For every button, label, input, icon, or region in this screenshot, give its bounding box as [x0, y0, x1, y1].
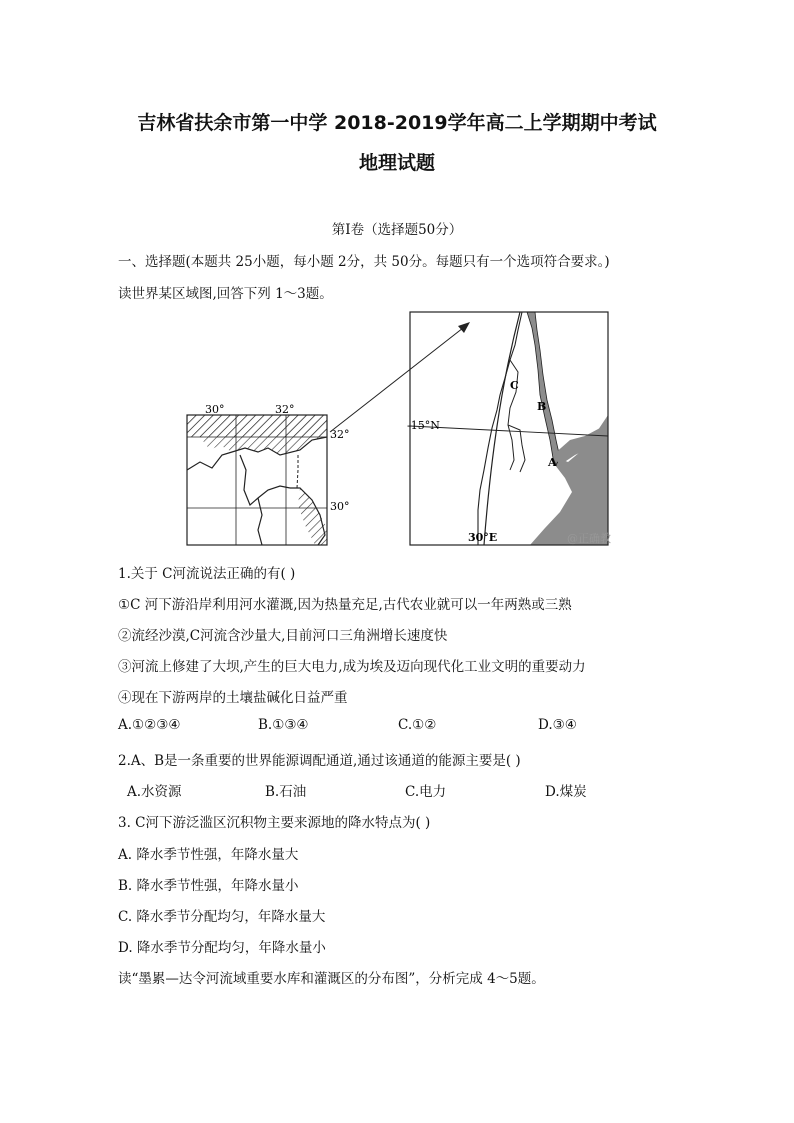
region-map-figure [0, 0, 794, 560]
document-title-line1: 吉林省扶余市第一中学 2018-2019学年高二上学期期中考试 [137, 112, 657, 134]
q1-statement-3: ③河流上修建了大坝,产生的巨大电力,成为埃及迈向现代化工业文明的重要动力 [118, 659, 586, 675]
q3-option-a[interactable]: A. 降水季节性强，年降水量大 [118, 847, 299, 863]
instruction-read-map-2: 读“墨累—达令河流域重要水库和灌溉区的分布图”，分析完成 4～5题。 [118, 971, 545, 987]
left-inset-map [187, 403, 350, 545]
right-map-red-sea [527, 312, 560, 465]
q1-option-c[interactable]: C.①② [398, 717, 437, 733]
q1-option-a[interactable]: A.①②③④ [118, 717, 181, 733]
left-map-delta [240, 455, 290, 505]
right-map-watermark: @正确教 [567, 532, 611, 545]
document-title-line2: 地理试题 [358, 152, 435, 174]
left-map-red-sea-hatch [298, 488, 327, 545]
right-inset-map [407, 312, 611, 545]
right-map-label-a: A [548, 456, 557, 469]
right-map-lat-label: -15°N [407, 419, 440, 432]
left-map-river [258, 498, 262, 545]
q1-statement-1: ①C 河下游沿岸利用河水灌溉,因为热量充足,古代农业就可以一年两熟或三熟 [118, 597, 572, 613]
section-heading: 第Ⅰ卷（选择题50分） [331, 222, 463, 238]
q3-option-c[interactable]: C. 降水季节分配均匀，年降水量大 [118, 909, 326, 925]
q1-stem: 1.关于 C河流说法正确的有( ) [118, 566, 296, 582]
right-map-lon-label: 30°E [468, 531, 498, 544]
left-map-lon-label-2: 32° [275, 403, 295, 416]
q3-stem: 3. C河下游泛滥区沉积物主要来源地的降水特点为( ) [118, 815, 431, 831]
q2-option-a[interactable]: A.水资源 [127, 784, 182, 800]
left-map-canal [297, 455, 298, 488]
q1-statement-4: ④现在下游两岸的土壤盐碱化日益严重 [118, 690, 348, 706]
left-map-hatch-coast [187, 415, 327, 455]
q2-option-d[interactable]: D.煤炭 [545, 784, 587, 800]
instruction-read-map: 读世界某区域图,回答下列 1～3题。 [118, 286, 333, 302]
right-map-tributary-blue [508, 360, 518, 470]
q1-statement-2: ②流经沙漠,C河流含沙量大,目前河口三角洲增长速度快 [118, 628, 448, 644]
q2-option-c[interactable]: C.电力 [405, 784, 447, 800]
q3-option-b[interactable]: B. 降水季节性强，年降水量小 [118, 878, 299, 894]
left-map-lat-label-1: 32° [330, 428, 350, 441]
right-map-label-b: B [537, 400, 547, 413]
instruction-part1: 一、选择题(本题共 25小题，每小题 2分，共 50分。每题只有一个选项符合要求。) [118, 254, 610, 270]
q1-option-b[interactable]: B.①③④ [258, 717, 309, 733]
q1-option-d[interactable]: D.③④ [538, 717, 577, 733]
inset-arrow [330, 322, 470, 432]
q3-option-d[interactable]: D. 降水季节分配均匀，年降水量小 [118, 940, 326, 956]
left-map-lat-label-2: 30° [330, 500, 350, 513]
q2-stem: 2.A、B是一条重要的世界能源调配通道,通过该通道的能源主要是( ) [118, 753, 521, 769]
right-map-label-c: C [510, 379, 519, 392]
q2-option-b[interactable]: B.石油 [265, 784, 307, 800]
left-map-lon-label-1: 30° [205, 403, 225, 416]
